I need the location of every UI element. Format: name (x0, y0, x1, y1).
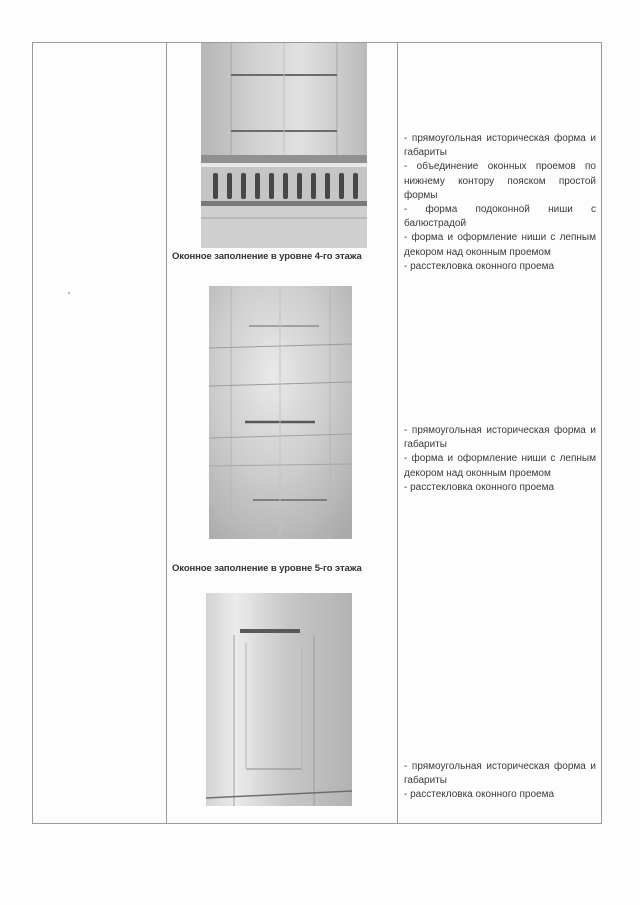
feature-item: - форма и оформление ниши с лепным декором над оконным проемом (404, 453, 596, 479)
feature-item: - форма подоконной ниши с балюстрадой (404, 204, 596, 230)
feature-item: - форма и оформление ниши с лепным декором над оконным проемом (404, 232, 596, 258)
feature-item: - прямоугольная историческая форма и габариты (404, 761, 596, 787)
feature-item: - расстекловка оконного проема (404, 789, 555, 801)
window-floor-5-photo (206, 593, 352, 806)
window-balustrade-image (201, 43, 367, 248)
features-block-3 (404, 760, 596, 803)
feature-item: - расстекловка оконного проема (404, 481, 555, 493)
caption-floor-4: Оконное заполнение в уровне 4-го этажа (172, 251, 362, 262)
window-balustrade-photo (201, 43, 367, 248)
window-floor-4-image (209, 286, 352, 539)
window-floor-4-photo (209, 286, 352, 539)
feature-item: - прямоугольная историческая форма и габариты (404, 133, 596, 159)
window-floor-5-image (206, 593, 352, 806)
column-divider-2 (397, 43, 398, 823)
feature-item: - объединение оконных проемов по нижнему контору пояском простой формы (404, 161, 596, 201)
feature-item: - прямоугольная историческая форма и габариты (404, 425, 596, 451)
column-divider-1 (166, 43, 167, 823)
features-block-1 (404, 132, 596, 274)
features-block-2 (404, 424, 596, 495)
caption-floor-5: Оконное заполнение в уровне 5-го этажа (172, 563, 362, 574)
feature-item: - расстекловка оконного проема (404, 260, 555, 272)
